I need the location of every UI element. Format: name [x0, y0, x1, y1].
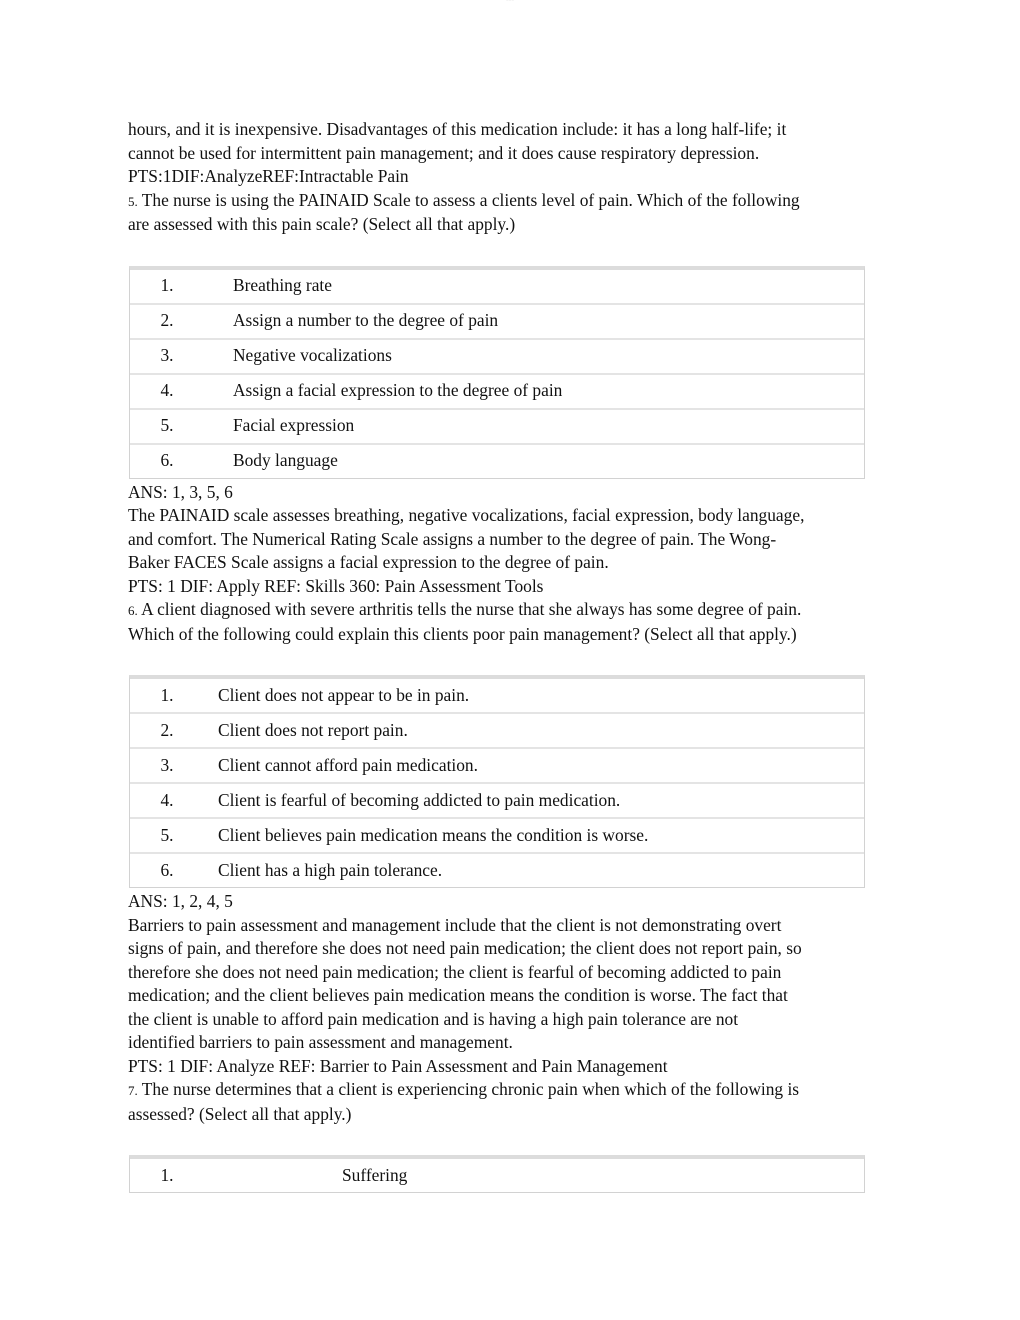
reference-line: PTS: 1 DIF: Analyze REF: Barrier to Pain Assessment and Pain Management	[128, 1055, 668, 1076]
option-text: Client is fearful of becoming addicted to pain medication.	[218, 789, 621, 810]
option-row	[130, 852, 864, 887]
option-text: Facial expression	[233, 415, 355, 436]
options-table	[129, 266, 865, 479]
text-line: cannot be used for intermittent pain management; and it does cause respiratory depression.	[128, 142, 760, 163]
option-number: 5.	[160, 824, 174, 845]
rationale-line: therefore she does not need pain medication; the client is fearful of becoming addicted to pain	[128, 961, 782, 982]
option-number: 4.	[160, 789, 174, 810]
text-line: hours, and it is inexpensive. Disadvantages of this medication include: it has a long half-life; it	[128, 119, 787, 139]
rationale-line: Barriers to pain assessment and management include that the client is not demonstrating overt	[128, 914, 782, 935]
option-number: 2.	[160, 719, 174, 740]
question-text-line: are assessed with this pain scale? (Select all that apply.)	[128, 214, 516, 234]
question-number: 6.	[128, 603, 138, 618]
option-number: 1.	[160, 275, 174, 296]
option-row	[130, 712, 864, 747]
option-row	[130, 1159, 864, 1192]
question-text: A client diagnosed with severe arthritis tells the nurse that she always has some degree of pain.	[141, 599, 802, 619]
question-text: The nurse determines that a client is experiencing chronic pain when which of the following is	[141, 1079, 800, 1099]
question-number: 5.	[128, 193, 138, 209]
option-text: Suffering	[342, 1164, 408, 1185]
reference-line: PTS: 1 DIF: Apply REF: Skills 360: Pain Assessment Tools	[128, 575, 544, 596]
option-number: 3.	[160, 754, 174, 775]
question-6	[128, 598, 876, 1078]
option-number: 1.	[160, 1164, 174, 1185]
reference-line: PTS:1DIF:AnalyzeREF:Intractable Pain	[128, 166, 409, 186]
rationale-line: Baker FACES Scale assigns a facial expression to the degree of pain.	[128, 552, 609, 572]
option-row	[130, 338, 864, 373]
rationale-line: the client is unable to afford pain medication and is having a high pain tolerance are not	[128, 1008, 739, 1029]
rationale-line: identified barriers to pain assessment and management.	[128, 1032, 513, 1052]
option-row	[130, 747, 864, 782]
question-number: 7.	[128, 1083, 138, 1098]
question-stem	[128, 598, 876, 623]
option-row	[130, 303, 864, 338]
option-number: 1.	[160, 684, 174, 705]
option-row	[130, 408, 864, 443]
answer-key: ANS: 1, 3, 5, 6	[128, 481, 233, 502]
question-7	[128, 1078, 876, 1193]
option-row	[130, 782, 864, 817]
option-text: Assign a number to the degree of pain	[233, 310, 499, 331]
options-table	[129, 1155, 865, 1193]
option-row	[130, 443, 864, 478]
option-number: 2.	[160, 310, 174, 331]
option-number: 3.	[160, 345, 174, 366]
answer-key: ANS: 1, 2, 4, 5	[128, 891, 233, 911]
question-text-line: Which of the following could explain this clients poor pain management? (Select all that apply.)	[128, 623, 797, 644]
rationale-line: signs of pain, and therefore she does not need pain medication; the client does not report pain, so	[128, 938, 802, 958]
option-text: Breathing rate	[233, 275, 332, 296]
rationale-line: The PAINAID scale assesses breathing, negative vocalizations, facial expression, body language,	[128, 505, 805, 525]
option-text: Body language	[233, 450, 338, 471]
question-5	[128, 189, 876, 599]
option-text: Assign a facial expression to the degree of pain	[233, 380, 563, 401]
option-number: 6.	[160, 859, 174, 880]
option-number: 4.	[160, 380, 174, 401]
document-body	[128, 118, 876, 1193]
option-text: Client does not appear to be in pain.	[218, 684, 470, 705]
rationale-line: medication; and the client believes pain medication means the condition is worse. The fact that	[128, 985, 788, 1005]
option-number: 6.	[160, 450, 174, 471]
option-text: Client does not report pain.	[218, 719, 408, 740]
option-text: Negative vocalizations	[233, 345, 392, 366]
question-stem	[128, 1078, 876, 1103]
option-row	[130, 270, 864, 303]
options-table	[129, 675, 865, 888]
page-header-mark	[500, 0, 520, 4]
rationale-line: and comfort. The Numerical Rating Scale assigns a number to the degree of pain. The Wong-	[128, 528, 777, 549]
option-number: 5.	[160, 415, 174, 436]
option-row	[130, 679, 864, 712]
option-text: Client has a high pain tolerance.	[218, 859, 443, 880]
question-stem	[128, 189, 876, 214]
option-text: Client cannot afford pain medication.	[218, 754, 478, 775]
intro-continuation	[128, 118, 876, 189]
option-row	[130, 373, 864, 408]
question-text-line: assessed? (Select all that apply.)	[128, 1103, 352, 1124]
question-text: The nurse is using the PAINAID Scale to assess a clients level of pain. Which of the following	[141, 189, 800, 210]
option-text: Client believes pain medication means the condition is worse.	[218, 824, 649, 845]
option-row	[130, 817, 864, 852]
